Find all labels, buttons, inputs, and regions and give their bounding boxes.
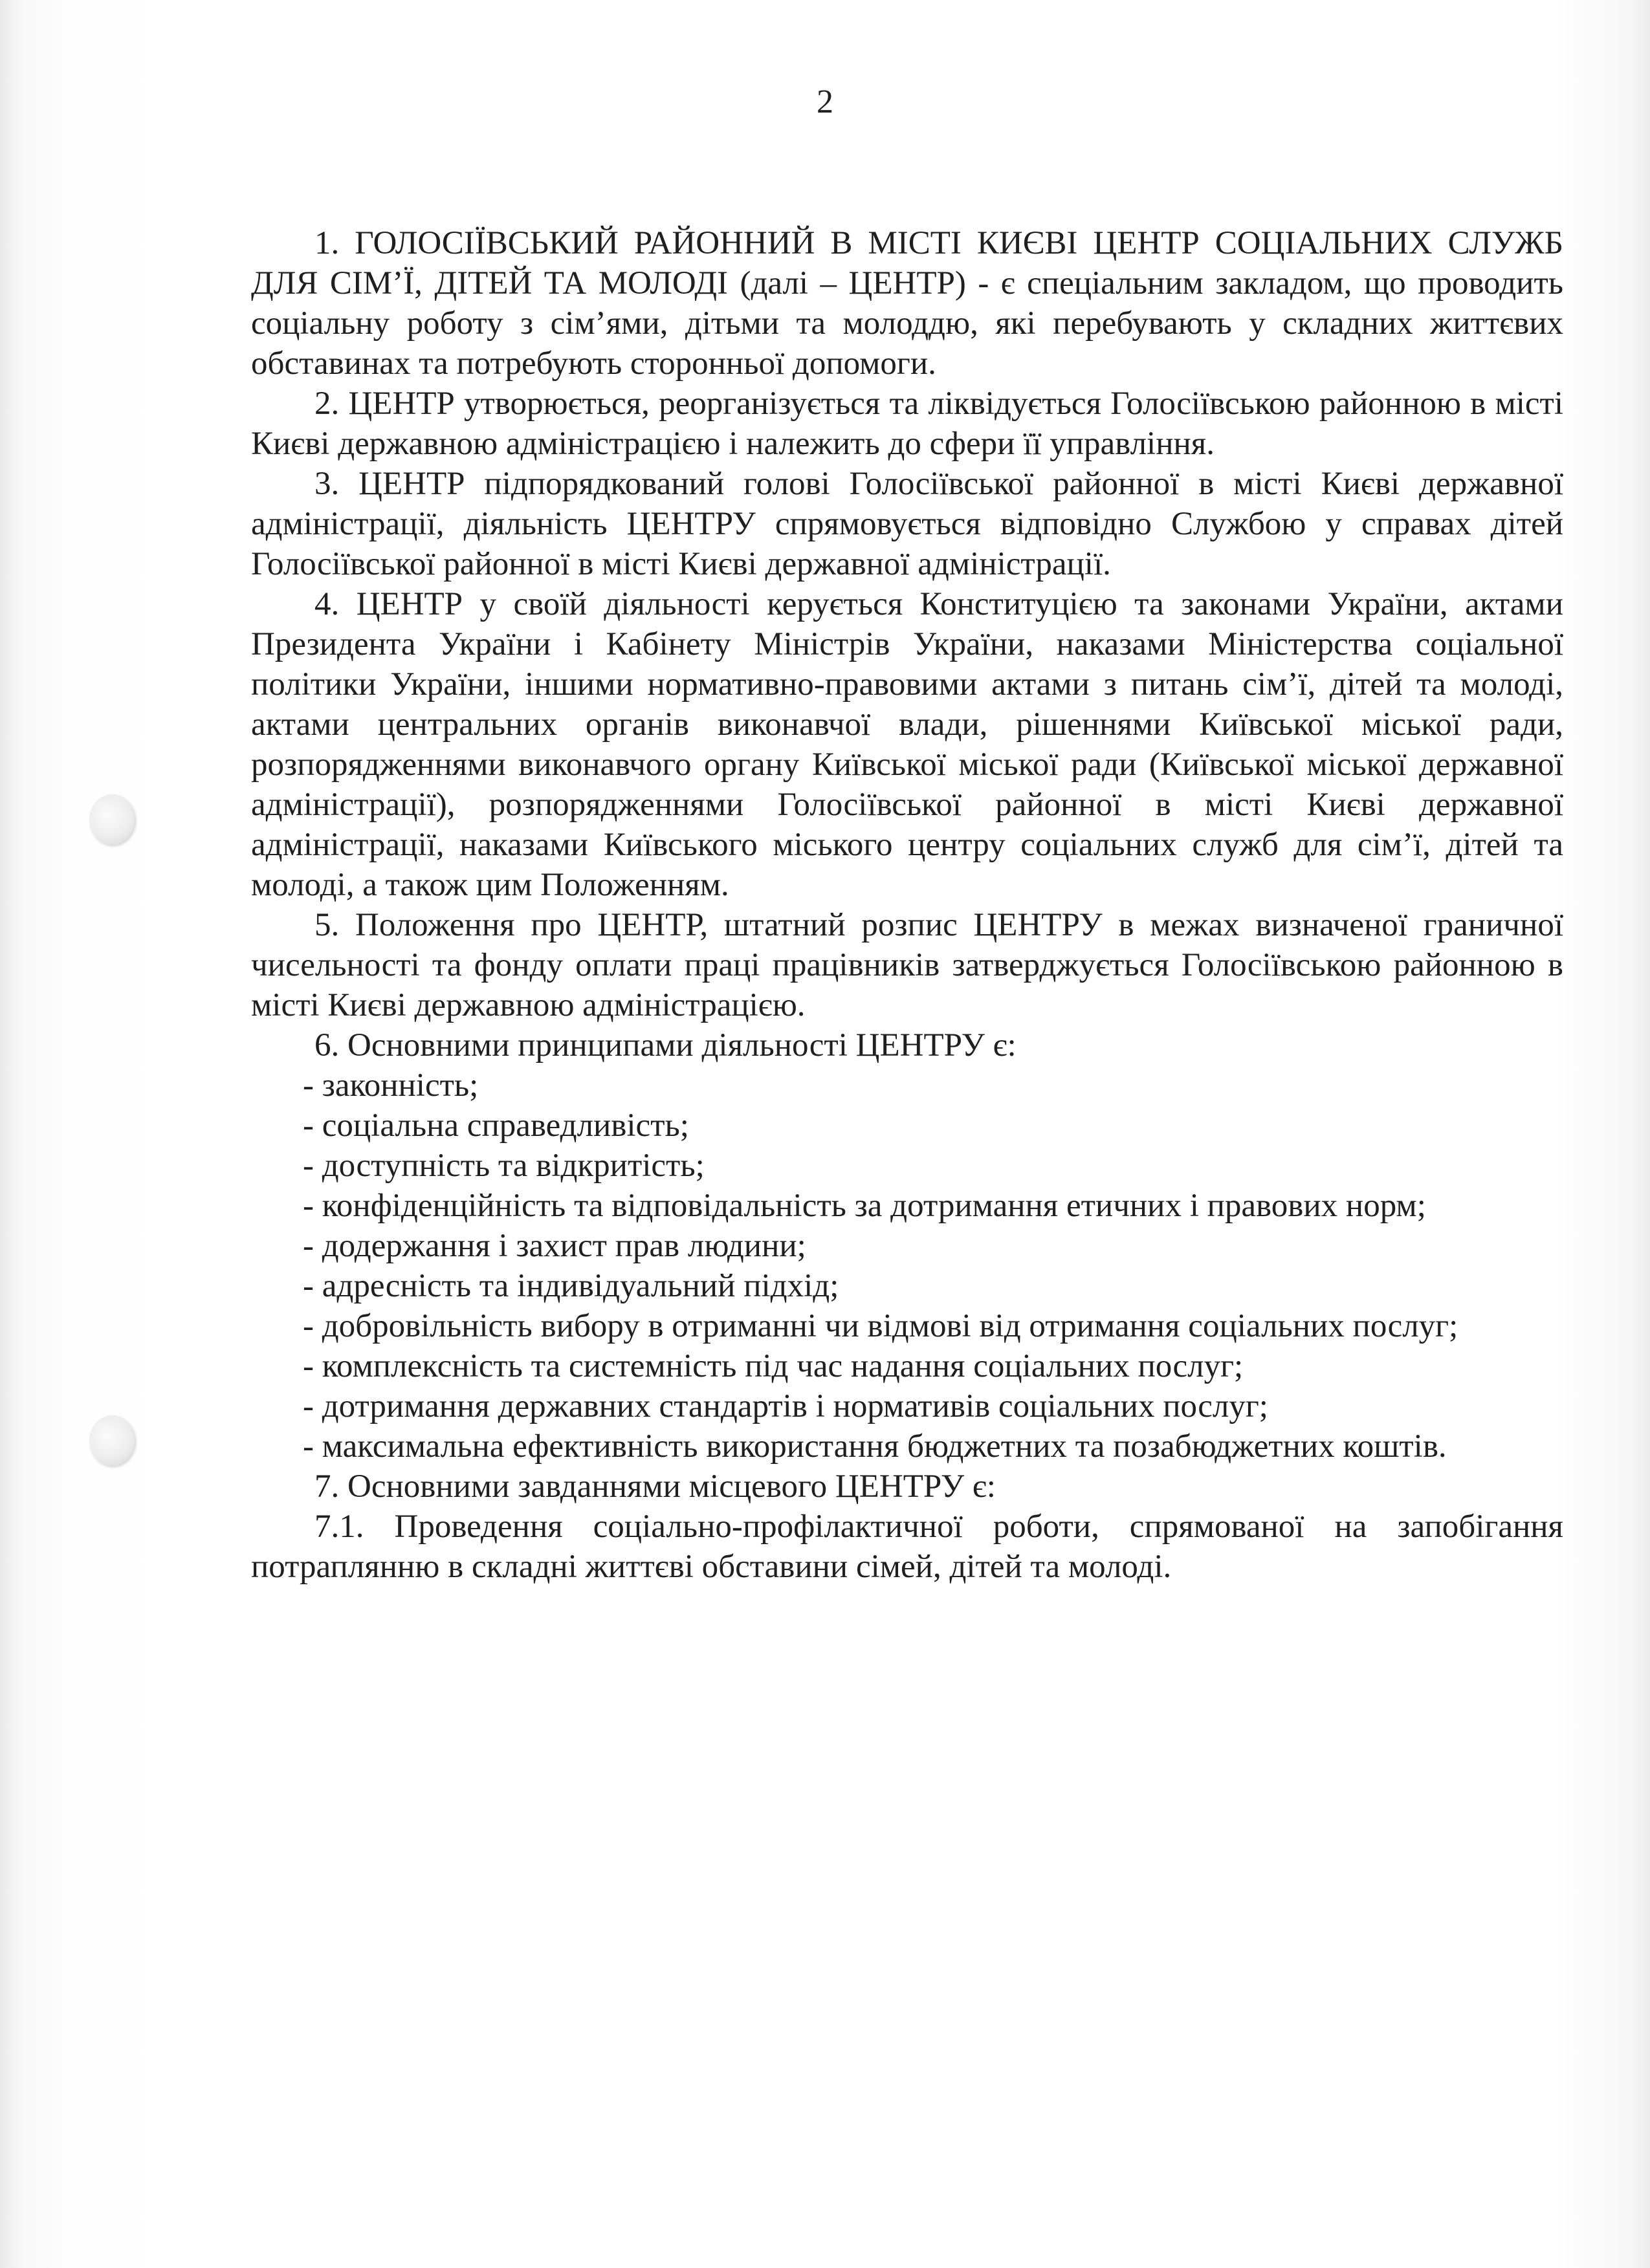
paragraph-6: 6. Основними принципами діяльності ЦЕНТРУ є: bbox=[314, 1027, 1017, 1063]
punch-hole bbox=[89, 1415, 135, 1466]
paragraph-3: 3. ЦЕНТР підпорядкований голові Голосіївської районної в місті Києві державної адміністрації, діяльність ЦЕНТРУ спрямовується відповідно Службою у справах дітей Голосіївської районної в місті Києві державної адміністрації. bbox=[251, 466, 1563, 582]
principle-item: - добровільність вибору в отриманні чи відмові від отримання соціальних послуг; bbox=[303, 1308, 1458, 1344]
principle-item: - додержання і захист прав людини; bbox=[303, 1228, 806, 1264]
paragraph-7: 7. Основними завданнями місцевого ЦЕНТРУ є: bbox=[314, 1468, 996, 1505]
principle-item: - комплексність та системність під час надання соціальних послуг; bbox=[303, 1348, 1244, 1384]
principle-item: - дотримання державних стандартів і нормативів соціальних послуг; bbox=[303, 1388, 1268, 1424]
principle-item: - конфіденційність та відповідальність за дотримання етичних і правових норм; bbox=[303, 1188, 1426, 1224]
principle-item: - адресність та індивідуальний підхід; bbox=[303, 1268, 839, 1304]
paragraph-4: 4. ЦЕНТР у своїй діяльності керується Конституцією та законами України, актами Президента України і Кабінету Міністрів України, наказами Міністерства соціальної політики України, іншими нормативно-правовими актами з питань сім’ї, дітей та молоді, актами центральних органів виконавчої влади, рішеннями Київської міської ради, розпорядженнями виконавчого органу Київської міської ради (Київської міської державної адміністрації), розпорядженнями Голосіївської районної в місті Києві державної адміністрації, наказами Київського міського центру соціальних служб для сім’ї, дітей та молоді, а також цим Положенням. bbox=[251, 586, 1563, 903]
principle-item: - законність; bbox=[303, 1067, 479, 1104]
document-body bbox=[251, 223, 1563, 1587]
principle-item: - соціальна справедливість; bbox=[303, 1107, 689, 1144]
paragraph-2: 2. ЦЕНТР утворюється, реорганізується та ліквідується Голосіївською районною в місті Києві державною адміністрацією і належить до сфери її управління. bbox=[251, 386, 1563, 462]
paragraph-7-1: 7.1. Проведення соціально-профілактичної роботи, спрямованої на запобігання потраплянню в складні життєві обставини сімей, дітей та молоді. bbox=[251, 1509, 1563, 1585]
principle-item: - максимальна ефективність використання бюджетних та позабюджетних коштів. bbox=[303, 1428, 1447, 1465]
principle-item: - доступність та відкритість; bbox=[303, 1148, 705, 1184]
punch-hole bbox=[89, 794, 135, 845]
paragraph-1: 1. ГОЛОСІЇВСЬКИЙ РАЙОННИЙ В МІСТІ КИЄВІ ЦЕНТР СОЦІАЛЬНИХ СЛУЖБ ДЛЯ СІМ’Ї, ДІТЕЙ ТА МОЛОДІ (далі – ЦЕНТР) - є спеціальним закладом, що проводить соціальну роботу з сім’ями, дітьми та молоддю, які перебувають у складних життєвих обставинах та потребують сторонньої допомоги. bbox=[251, 225, 1563, 382]
page-number: 2 bbox=[817, 83, 833, 120]
paragraph-5: 5. Положення про ЦЕНТР, штатний розпис ЦЕНТРУ в межах визначеної граничної чисельності та фонду оплати праці працівників затверджується Голосіївською районною в місті Києві державною адміністрацією. bbox=[251, 907, 1563, 1023]
